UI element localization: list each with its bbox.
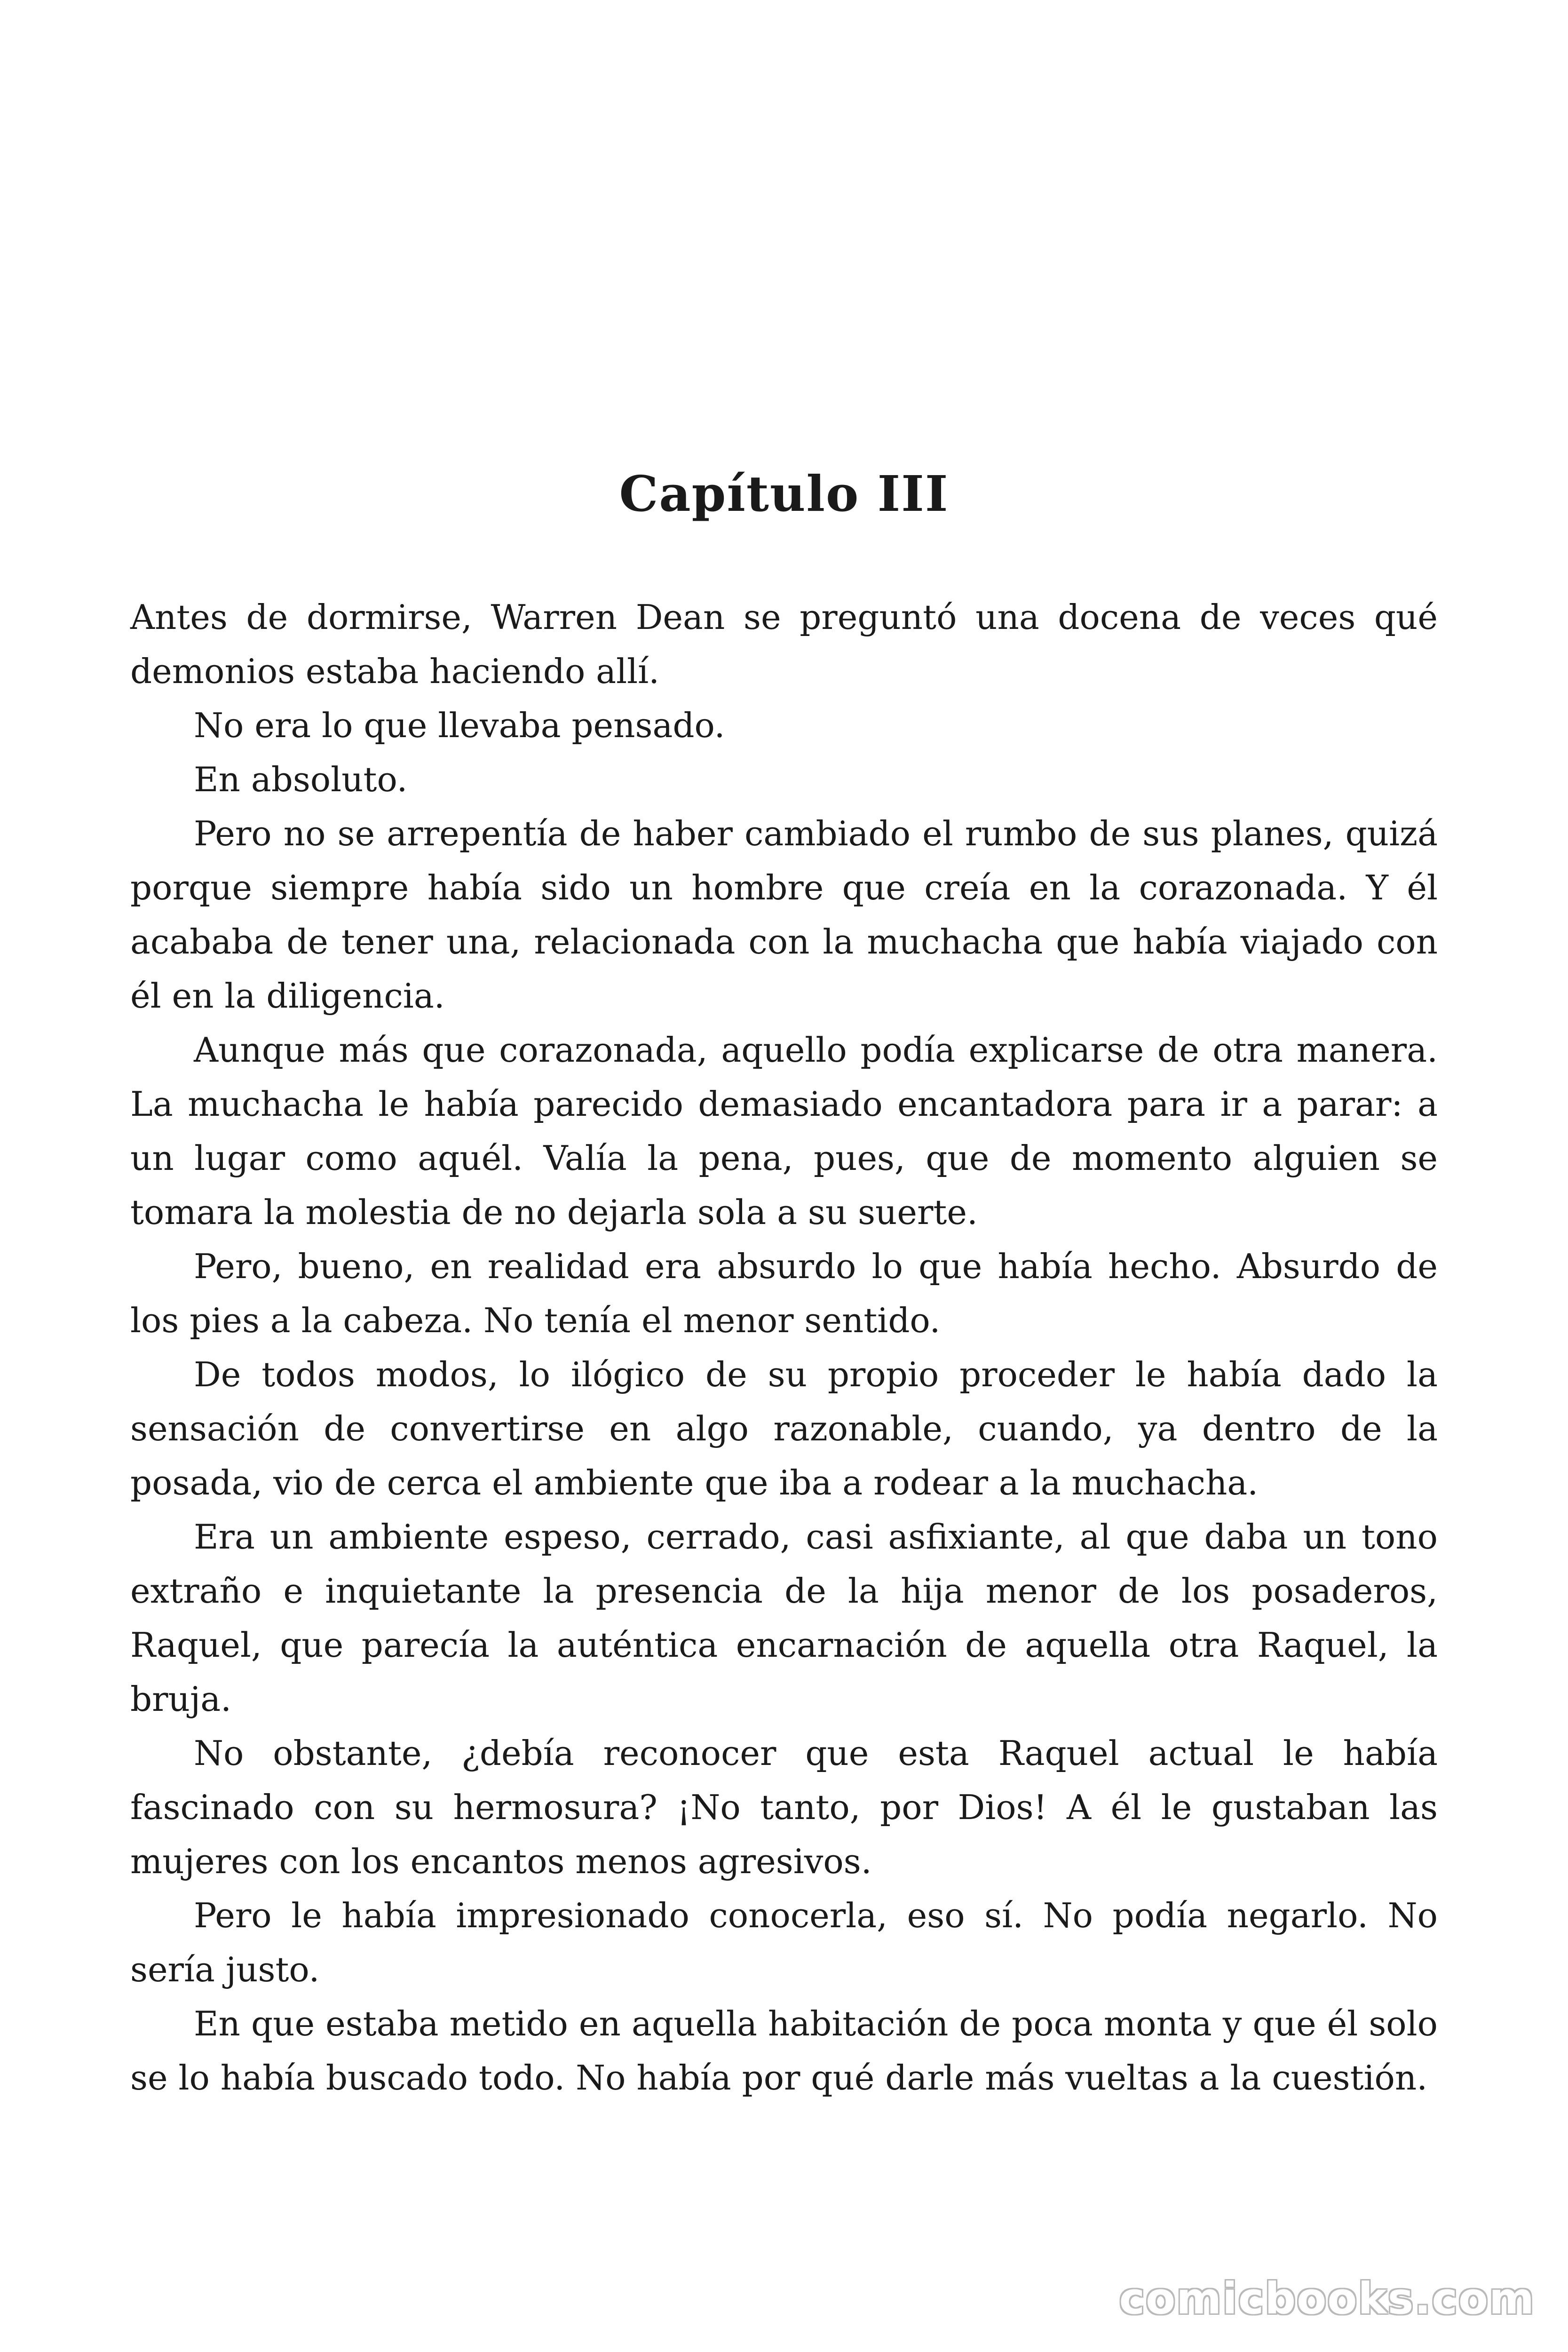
paragraph: Era un ambiente espeso, cerrado, casi asfixiante, al que daba un tono extraño e inquietante la presencia de la hija menor de los posaderos, Raquel, que parecía la auténtica encarnación de aquella otra Raquel, la bruja.	[130, 1517, 1438, 1719]
site-watermark: comicbooks.com	[1119, 2273, 1535, 2324]
paragraph: Pero no se arrepentía de haber cambiado el rumbo de sus planes, quizá porque siempre había sido un hombre que creía en la corazonada. Y él acababa de tener una, relacionada con la muchacha que había viajado con él en la diligencia.	[130, 814, 1438, 1016]
paragraph: Pero le había impresionado conocerla, eso sí. No podía negarlo. No sería justo.	[130, 1896, 1438, 1989]
body-text	[130, 590, 1438, 2105]
paragraph: En absoluto.	[194, 760, 408, 799]
paragraph: No era lo que llevaba pensado.	[194, 706, 725, 745]
paragraph: Antes de dormirse, Warren Dean se preguntó una docena de veces qué demonios estaba haciendo allí.	[130, 597, 1438, 691]
paragraph: En que estaba metido en aquella habitación de poca monta y que él solo se lo había buscado todo. No había por qué darle más vueltas a la cuestión.	[130, 2004, 1438, 2098]
paragraph: Pero, bueno, en realidad era absurdo lo que había hecho. Absurdo de los pies a la cabeza. No tenía el menor sentido.	[130, 1247, 1438, 1340]
paragraph: Aunque más que corazonada, aquello podía explicarse de otra manera. La muchacha le había parecido demasiado encantadora para ir a parar: a un lugar como aquél. Valía la pena, pues, que de momento alguien se tomara la molestia de no dejarla sola a su suerte.	[130, 1030, 1438, 1232]
paragraph: No obstante, ¿debía reconocer que esta Raquel actual le había fascinado con su hermosura? ¡No tanto, por Dios! A él le gustaban las mujeres con los encantos menos agresivos.	[130, 1733, 1438, 1881]
paragraph: De todos modos, lo ilógico de su propio proceder le había dado la sensación de convertirse en algo razonable, cuando, ya dentro de la posada, vio de cerca el ambiente que iba a rodear a la muchacha.	[130, 1355, 1438, 1502]
chapter-title: Capítulo III	[619, 465, 949, 523]
